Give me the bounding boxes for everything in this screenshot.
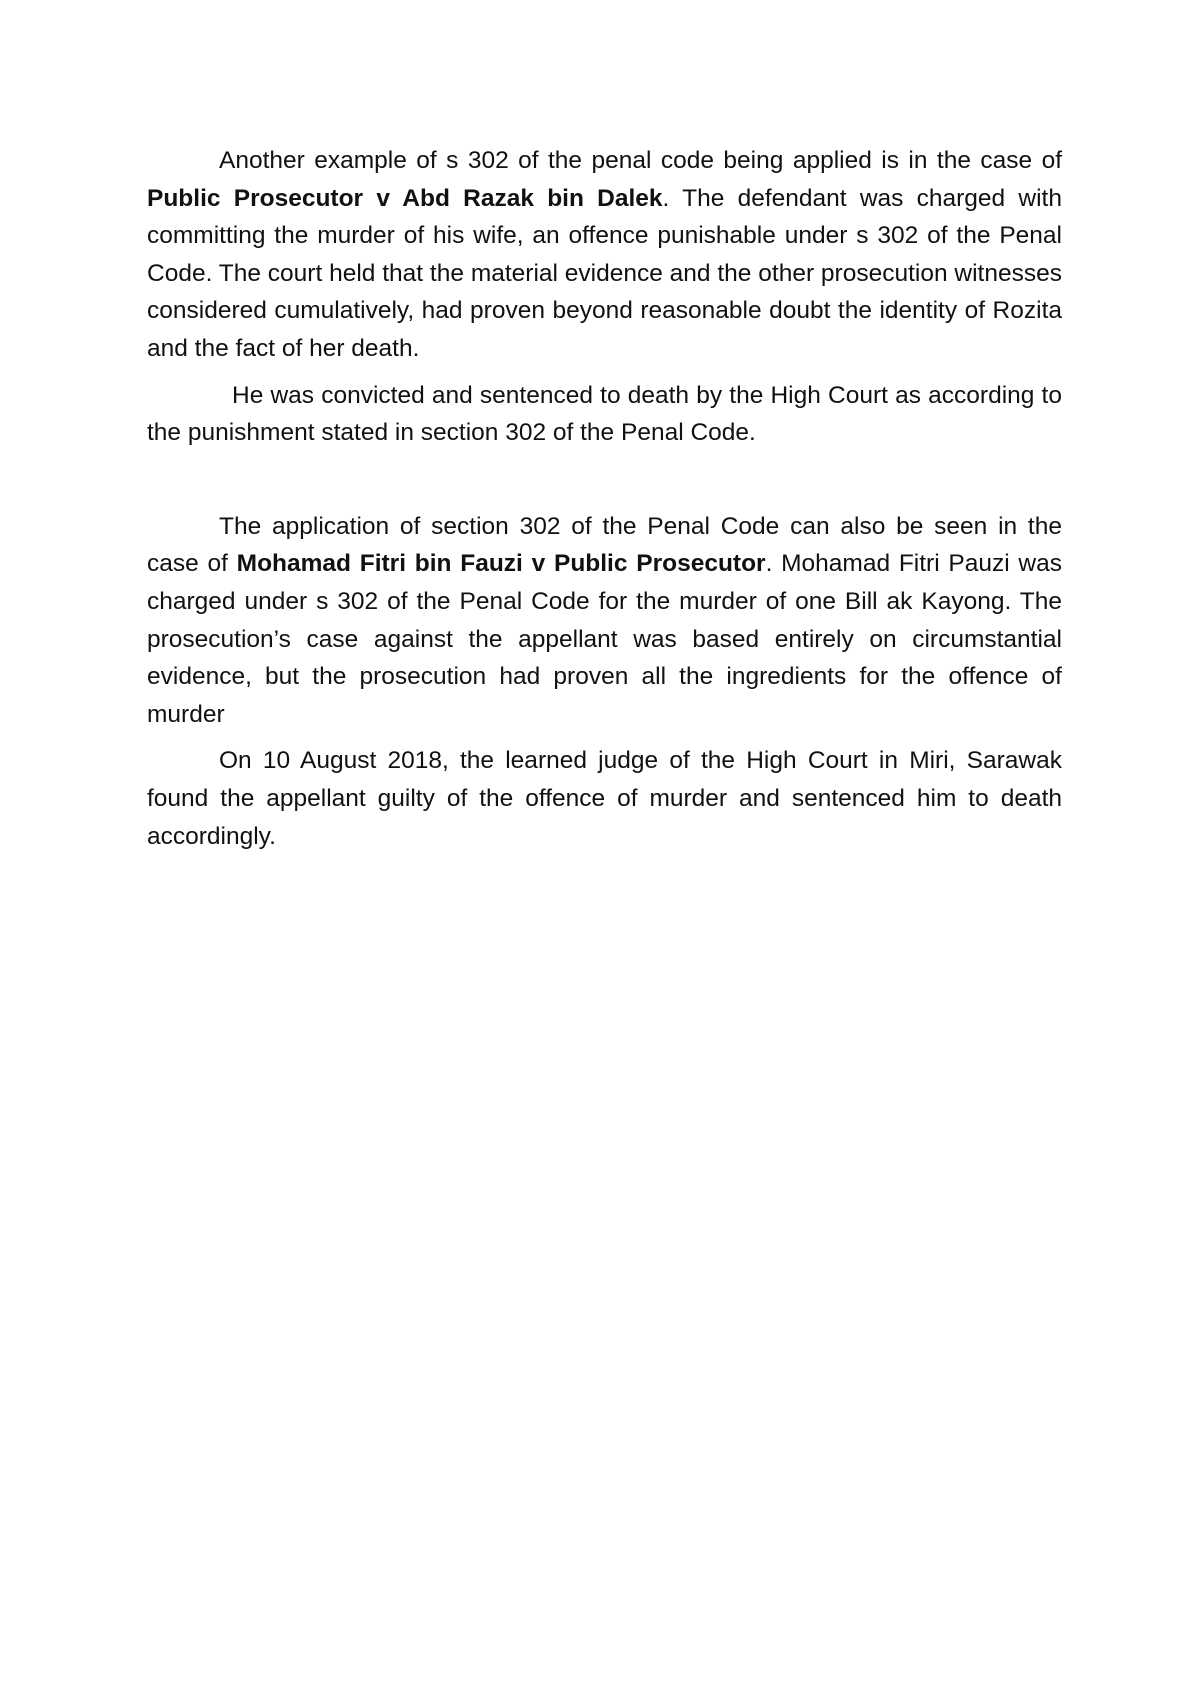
paragraph-text: On 10 August 2018, the learned judge of the High Court in Miri, Sarawak found the appellant guilty of the offence of murder and sentenced him to death accordingly.	[147, 747, 1062, 850]
case-name: Public Prosecutor v Abd Razak bin Dalek	[147, 184, 663, 212]
paragraph-text: He was convicted and sentenced to death by the High Court as according to the punishment stated in section 302 of the Penal Code.	[147, 381, 1062, 447]
paragraph-text: The application of section 302 of the Penal Code can also be seen in the case of	[147, 512, 1062, 578]
paragraph-spacer	[147, 733, 1062, 742]
case-name: Mohamad Fitri bin Fauzi v Public Prosecutor	[236, 550, 766, 578]
section-spacer	[147, 452, 1062, 508]
paragraph-text: . Mohamad Fitri Pauzi was charged under s 302 of the Penal Code for the murder of one Bill ak Kayong. The prosecution’s case against the appellant was based entirely on circumstantial evidence, but the prosecution had proven all the ingredients for the offence of murder	[147, 550, 1062, 728]
paragraph-mohamad-fitri-sentence	[147, 742, 1062, 855]
paragraph-mohamad-fitri-case	[147, 508, 1062, 734]
paragraph-spacer	[147, 368, 1062, 377]
paragraph-abd-razak-case	[147, 142, 1062, 368]
paragraph-text: . The defendant was charged with committing the murder of his wife, an offence punishable under s 302 of the Penal Code. The court held that the material evidence and the other prosecution witnesses considered cumulatively, had proven beyond reasonable doubt the identity of Rozita and the fact of her death.	[147, 184, 1062, 362]
paragraph-abd-razak-sentence	[147, 377, 1062, 452]
document-body	[147, 142, 1062, 855]
paragraph-text: Another example of s 302 of the penal code being applied is in the case of	[219, 147, 1062, 174]
